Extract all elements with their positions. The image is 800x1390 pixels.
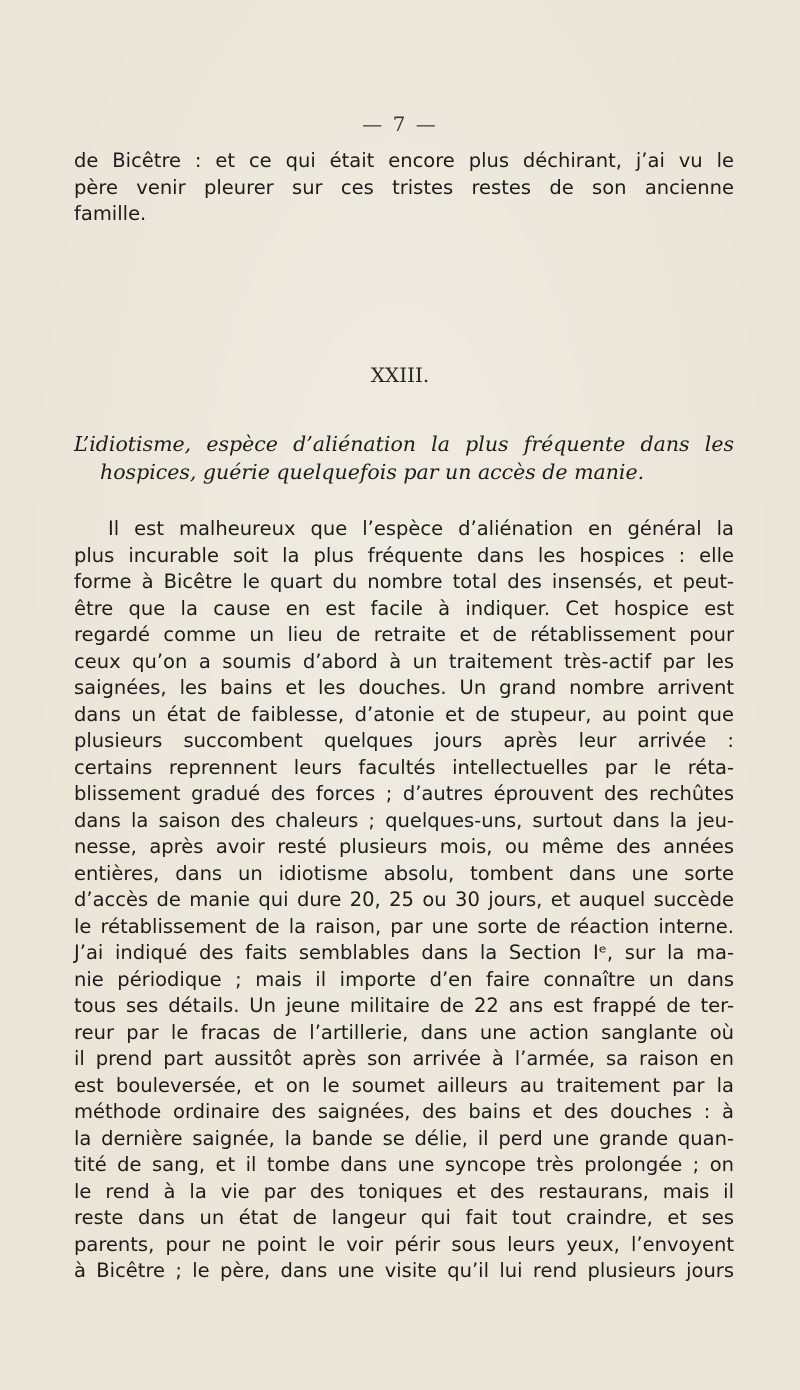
paragraph-line: d’accès de manie qui dure 20, 25 ou 30 jours, et auquel succède bbox=[74, 888, 734, 911]
paragraph-line: le rend à la vie par des toniques et des restaurans, mais il bbox=[74, 1179, 734, 1203]
paragraph-line: à Bicêtre ; le père, dans une visite qu’il lui rend plusieurs jours bbox=[74, 1259, 734, 1282]
paragraph-line: père venir pleurer sur ces tristes restes de son ancienne bbox=[74, 175, 734, 199]
paragraph-line: Il est malheureux que l’espèce d’aliénation en général la bbox=[108, 517, 734, 540]
paragraph-line: le rétablissement de la raison, par une sorte de réaction interne. bbox=[74, 914, 734, 938]
paragraph-line: la dernière saignée, la bande se délie, il perd une grande quan- bbox=[74, 1126, 734, 1150]
paragraph-line: regardé comme un lieu de retraite et de rétablissement pour bbox=[74, 623, 734, 646]
paragraph-line: plus incurable soit la plus fréquente dans les hospices : elle bbox=[74, 543, 734, 567]
paragraph-line: être que la cause en est facile à indiquer. Cet hospice est bbox=[74, 596, 734, 620]
paragraph-line: de Bicêtre : et ce qui était encore plus déchirant, j’ai vu le bbox=[74, 149, 734, 172]
paragraph-line: nie périodique ; mais il importe d’en faire connaître un dans bbox=[74, 967, 734, 991]
paragraph-line: entières, dans un idiotisme absolu, tombent dans une sorte bbox=[74, 861, 734, 885]
paragraph-line: blissement gradué des forces ; d’autres éprouvent des rechûtes bbox=[74, 782, 734, 805]
section-title-line: L’idiotisme, espèce d’aliénation la plus fréquente dans les bbox=[74, 432, 734, 456]
body-paragraph bbox=[74, 516, 734, 1285]
paragraph-line: ceux qu’on a soumis d’abord à un traitement très-actif par les bbox=[74, 649, 734, 673]
paragraph-line: tous ses détails. Un jeune militaire de 22 ans est frappé de ter- bbox=[74, 994, 734, 1017]
paragraph-line: dans un état de faiblesse, d’atonie et de stupeur, au point que bbox=[74, 702, 734, 726]
paragraph-line: dans la saison des chaleurs ; quelques-uns, surtout dans la jeu- bbox=[74, 808, 734, 832]
paragraph-line: plusieurs succombent quelques jours après leur arrivée : bbox=[74, 729, 734, 752]
paragraph-line: saignées, les bains et les douches. Un grand nombre arrivent bbox=[74, 676, 734, 699]
paragraph-line: reste dans un état de langeur qui fait tout craindre, et ses bbox=[74, 1206, 734, 1229]
paragraph-line: est bouleversée, et on le soumet ailleurs au traitement par la bbox=[74, 1073, 734, 1097]
paragraph-line: reur par le fracas de l’artillerie, dans une action sanglante où bbox=[74, 1020, 734, 1044]
paragraph-line: méthode ordinaire des saignées, des bains et des douches : à bbox=[74, 1100, 734, 1123]
paragraph-line: famille. bbox=[74, 202, 147, 225]
paragraph-line: certains reprennent leurs facultés intellectuelles par le réta- bbox=[74, 755, 734, 779]
paragraph-line: nesse, après avoir resté plusieurs mois, ou même des années bbox=[74, 835, 734, 858]
page-number: — 7 — bbox=[362, 112, 438, 136]
paragraph-line: il prend part aussitôt après son arrivée à l’armée, sa raison en bbox=[74, 1047, 734, 1070]
section-title bbox=[74, 430, 734, 486]
paragraph-line: parents, pour ne point le voir périr sous leurs yeux, l’envoyent bbox=[74, 1232, 734, 1256]
paragraph-line: tité de sang, et il tombe dans une syncope très prolongée ; on bbox=[74, 1153, 734, 1176]
opening-paragraph bbox=[74, 148, 734, 228]
paragraph-line: J’ai indiqué des faits semblables dans la Section Iᵉ, sur la ma- bbox=[74, 941, 734, 964]
section-title-line: hospices, guérie quelquefois par un accès de manie. bbox=[100, 460, 645, 484]
paragraph-line: forme à Bicêtre le quart du nombre total des insensés, et peut- bbox=[74, 570, 734, 593]
section-number: XXIII. bbox=[370, 363, 430, 387]
